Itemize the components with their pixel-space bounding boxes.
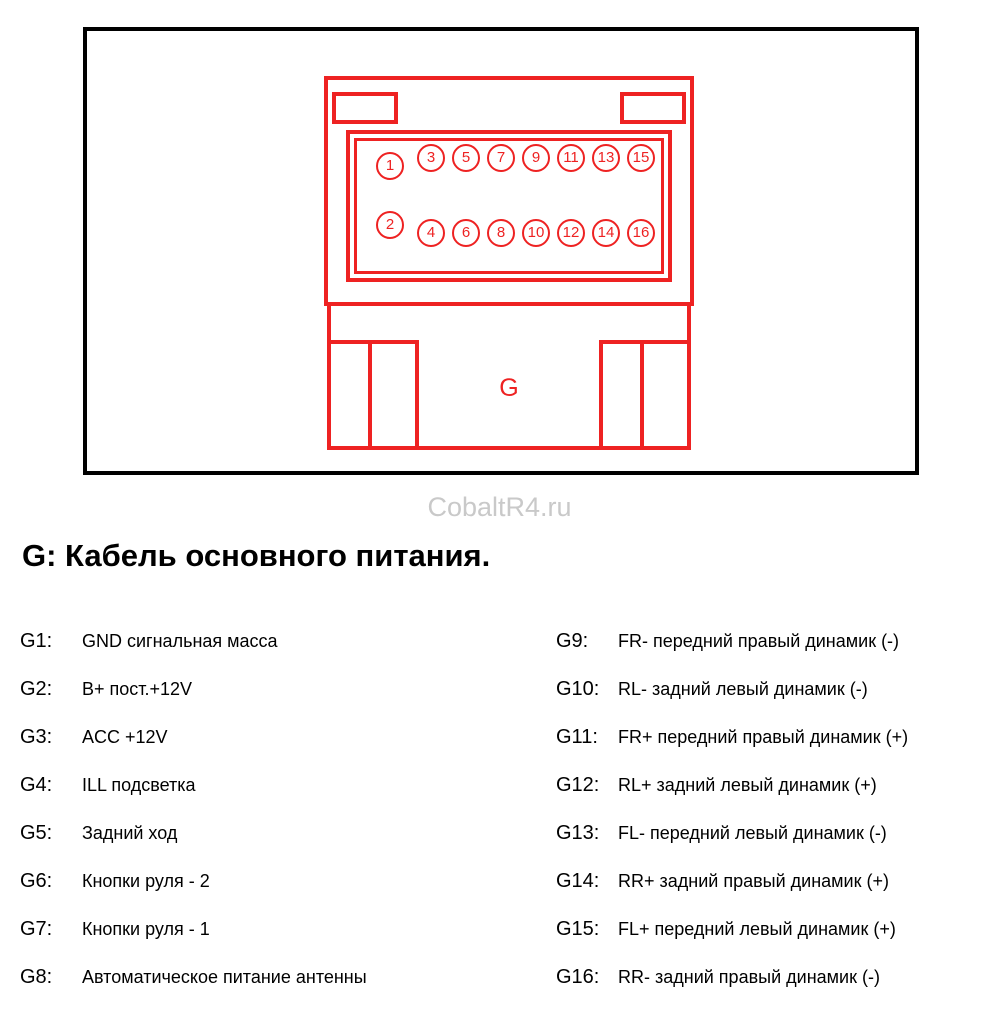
pin-description: B+ пост.+12V xyxy=(82,679,193,699)
pin-key: G11: xyxy=(556,726,598,748)
pin-key: G4: xyxy=(20,774,53,796)
pin-description: FR- передний правый динамик (-) xyxy=(618,631,900,651)
pin-legend-left xyxy=(20,630,490,1014)
list-item xyxy=(20,966,490,1014)
pin-3: 3 xyxy=(417,144,445,172)
list-item xyxy=(556,918,999,966)
pin-key: G13: xyxy=(556,822,600,844)
connector-diagram-frame xyxy=(83,27,919,475)
pin-key: G10: xyxy=(556,678,600,700)
list-item xyxy=(556,966,999,1014)
pin-description: Кнопки руля - 2 xyxy=(82,871,210,891)
pin-description: RL+ задний левый динамик (+) xyxy=(618,775,877,795)
list-item xyxy=(20,918,490,966)
pin-description: Автоматическое питание антенны xyxy=(82,967,367,987)
list-item xyxy=(556,678,999,726)
connector-notch-left xyxy=(332,92,398,124)
pin-key: G5: xyxy=(20,822,53,844)
pin-16: 16 xyxy=(627,219,655,247)
pin-7: 7 xyxy=(487,144,515,172)
pin-1: 1 xyxy=(376,152,404,180)
pin-8: 8 xyxy=(487,219,515,247)
list-item xyxy=(20,726,490,774)
pin-4: 4 xyxy=(417,219,445,247)
list-item xyxy=(20,774,490,822)
pin-description: ILL подсветка xyxy=(82,775,196,795)
list-item xyxy=(556,870,999,918)
pin-10: 10 xyxy=(522,219,550,247)
pin-12: 12 xyxy=(557,219,585,247)
pin-description: Задний ход xyxy=(82,823,178,843)
list-item xyxy=(20,630,490,678)
pin-key: G7: xyxy=(20,918,53,940)
pin-description: RR+ задний правый динамик (+) xyxy=(618,871,889,891)
list-item xyxy=(20,822,490,870)
list-item xyxy=(556,726,999,774)
pin-key: G8: xyxy=(20,966,53,988)
list-item xyxy=(20,870,490,918)
pin-5: 5 xyxy=(452,144,480,172)
pin-14: 14 xyxy=(592,219,620,247)
pin-2: 2 xyxy=(376,211,404,239)
pin-description: ACC +12V xyxy=(82,727,168,747)
connector-notch-right xyxy=(620,92,686,124)
pin-key: G16: xyxy=(556,966,600,988)
list-item xyxy=(20,678,490,726)
pin-key: G3: xyxy=(20,726,53,748)
pin-key: G9: xyxy=(556,630,589,652)
pin-11: 11 xyxy=(557,144,585,172)
pin-key: G2: xyxy=(20,678,53,700)
list-item xyxy=(556,822,999,870)
pin-9: 9 xyxy=(522,144,550,172)
connector-g xyxy=(324,76,694,451)
pin-key: G15: xyxy=(556,918,600,940)
pin-key: G6: xyxy=(20,870,53,892)
pin-legend-right xyxy=(556,630,999,1014)
pin-key: G12: xyxy=(556,774,600,796)
pin-description: GND сигнальная масса xyxy=(82,631,278,651)
pin-description: FL- передний левый динамик (-) xyxy=(618,823,887,843)
list-item xyxy=(556,774,999,822)
watermark: CobaltR4.ru xyxy=(427,492,572,522)
pin-description: RR- задний правый динамик (-) xyxy=(618,967,880,987)
pin-15: 15 xyxy=(627,144,655,172)
pin-key: G1: xyxy=(20,630,53,652)
pin-description: FR+ передний правый динамик (+) xyxy=(618,727,909,747)
pin-description: Кнопки руля - 1 xyxy=(82,919,210,939)
pin-description: FL+ передний левый динамик (+) xyxy=(618,919,896,939)
pin-key: G14: xyxy=(556,870,600,892)
pin-13: 13 xyxy=(592,144,620,172)
pin-description: RL- задний левый динамик (-) xyxy=(618,679,868,699)
page-title: G: Кабель основного питания. xyxy=(22,538,491,573)
pin-6: 6 xyxy=(452,219,480,247)
list-item xyxy=(556,630,999,678)
connector-letter-label: G xyxy=(499,374,519,402)
